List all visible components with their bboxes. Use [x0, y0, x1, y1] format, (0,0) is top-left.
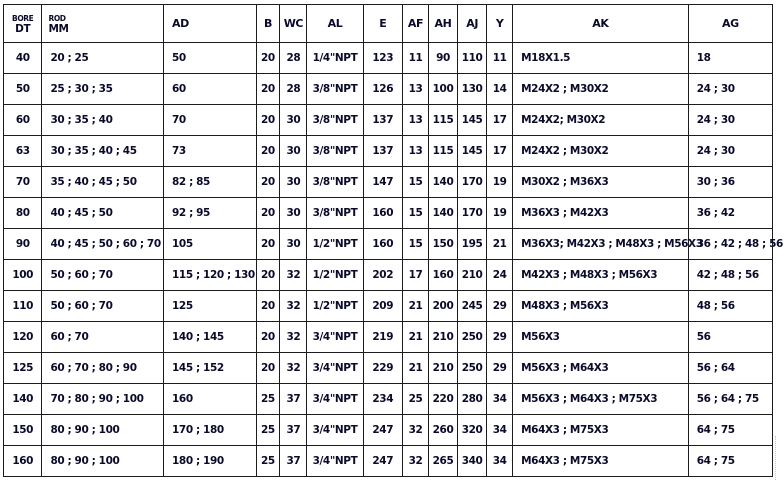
cell-ak: M42X3 ; M48X3 ; M56X3	[513, 260, 689, 291]
cell-aj: 250	[458, 322, 487, 353]
cell-e: 147	[363, 167, 402, 198]
cell-ad: 145 ; 152	[164, 353, 256, 384]
cell-y: 11	[487, 43, 513, 74]
cell-ah: 115	[428, 136, 457, 167]
cell-b: 20	[256, 291, 280, 322]
header-ak: AK	[513, 5, 689, 43]
cell-al: 3/8"NPT	[307, 74, 363, 105]
cell-e: 202	[363, 260, 402, 291]
cell-ad: 105	[164, 229, 256, 260]
cell-ag: 30 ; 36	[688, 167, 772, 198]
cell-aj: 145	[458, 136, 487, 167]
cell-ad: 92 ; 95	[164, 198, 256, 229]
cell-ad: 50	[164, 43, 256, 74]
cell-rod: 40 ; 45 ; 50	[42, 198, 164, 229]
cell-bore: 140	[4, 384, 42, 415]
cell-ag: 56	[688, 322, 772, 353]
cell-ad: 160	[164, 384, 256, 415]
table-row	[4, 384, 773, 415]
cell-rod: 80 ; 90 ; 100	[42, 446, 164, 477]
cell-aj: 250	[458, 353, 487, 384]
cell-wc: 32	[280, 260, 307, 291]
cell-af: 21	[403, 353, 429, 384]
cell-wc: 30	[280, 105, 307, 136]
cell-aj: 210	[458, 260, 487, 291]
cell-af: 15	[403, 198, 429, 229]
cell-y: 29	[487, 322, 513, 353]
cell-al: 3/4"NPT	[307, 446, 363, 477]
cell-rod: 70 ; 80 ; 90 ; 100	[42, 384, 164, 415]
cell-bore: 160	[4, 446, 42, 477]
cell-y: 21	[487, 229, 513, 260]
cell-af: 32	[403, 446, 429, 477]
table-row	[4, 198, 773, 229]
header-ag: AG	[688, 5, 772, 43]
cell-bore: 70	[4, 167, 42, 198]
cell-ak: M48X3 ; M56X3	[513, 291, 689, 322]
cell-ak: M56X3	[513, 322, 689, 353]
cell-y: 34	[487, 446, 513, 477]
cell-ad: 115 ; 120 ; 130	[164, 260, 256, 291]
cell-ad: 60	[164, 74, 256, 105]
cell-y: 29	[487, 353, 513, 384]
cell-wc: 37	[280, 415, 307, 446]
cell-al: 3/8"NPT	[307, 167, 363, 198]
cell-ah: 140	[428, 167, 457, 198]
cell-b: 25	[256, 384, 280, 415]
cell-ah: 265	[428, 446, 457, 477]
cell-wc: 37	[280, 446, 307, 477]
cell-ag: 24 ; 30	[688, 136, 772, 167]
cell-rod: 25 ; 30 ; 35	[42, 74, 164, 105]
cell-y: 34	[487, 415, 513, 446]
cell-aj: 245	[458, 291, 487, 322]
cell-rod: 50 ; 60 ; 70	[42, 291, 164, 322]
cell-rod: 30 ; 35 ; 40 ; 45	[42, 136, 164, 167]
cell-aj: 320	[458, 415, 487, 446]
cell-ag: 42 ; 48 ; 56	[688, 260, 772, 291]
cell-ad: 140 ; 145	[164, 322, 256, 353]
cell-bore: 63	[4, 136, 42, 167]
cell-af: 21	[403, 322, 429, 353]
cell-ak: M36X3 ; M42X3	[513, 198, 689, 229]
cell-ad: 125	[164, 291, 256, 322]
cell-aj: 280	[458, 384, 487, 415]
cell-ah: 220	[428, 384, 457, 415]
cell-y: 34	[487, 384, 513, 415]
cell-aj: 170	[458, 167, 487, 198]
cell-ak: M56X3 ; M64X3	[513, 353, 689, 384]
cell-bore: 125	[4, 353, 42, 384]
cell-af: 32	[403, 415, 429, 446]
cell-aj: 130	[458, 74, 487, 105]
cell-af: 15	[403, 167, 429, 198]
cell-al: 3/4"NPT	[307, 353, 363, 384]
header-rod: ROD MM	[42, 5, 164, 43]
cell-af: 11	[403, 43, 429, 74]
cell-rod: 60 ; 70 ; 80 ; 90	[42, 353, 164, 384]
cell-ak: M56X3 ; M64X3 ; M75X3	[513, 384, 689, 415]
cell-ag: 24 ; 30	[688, 105, 772, 136]
header-af: AF	[403, 5, 429, 43]
table-row	[4, 322, 773, 353]
cell-e: 137	[363, 136, 402, 167]
cell-al: 3/8"NPT	[307, 105, 363, 136]
cell-bore: 50	[4, 74, 42, 105]
cell-al: 3/8"NPT	[307, 198, 363, 229]
cell-wc: 30	[280, 167, 307, 198]
cell-bore: 110	[4, 291, 42, 322]
cell-b: 25	[256, 415, 280, 446]
cell-bore: 40	[4, 43, 42, 74]
cell-wc: 28	[280, 43, 307, 74]
header-wc: WC	[280, 5, 307, 43]
cell-ah: 260	[428, 415, 457, 446]
cell-ag: 36 ; 42	[688, 198, 772, 229]
table-row	[4, 105, 773, 136]
table-row	[4, 446, 773, 477]
header-bore: BORE DT	[4, 5, 42, 43]
cell-b: 20	[256, 260, 280, 291]
cell-rod: 40 ; 45 ; 50 ; 60 ; 70	[42, 229, 164, 260]
cell-ah: 200	[428, 291, 457, 322]
cell-wc: 30	[280, 136, 307, 167]
cell-ak: M64X3 ; M75X3	[513, 415, 689, 446]
cell-ag: 64 ; 75	[688, 415, 772, 446]
cell-y: 17	[487, 105, 513, 136]
cell-ag: 48 ; 56	[688, 291, 772, 322]
table-row	[4, 43, 773, 74]
cell-b: 20	[256, 198, 280, 229]
cell-al: 1/2"NPT	[307, 291, 363, 322]
cell-ak: M64X3 ; M75X3	[513, 446, 689, 477]
cell-ah: 115	[428, 105, 457, 136]
cell-b: 25	[256, 446, 280, 477]
header-ad: AD	[164, 5, 256, 43]
cell-ak: M24X2 ; M30X2	[513, 74, 689, 105]
cell-aj: 110	[458, 43, 487, 74]
table-row	[4, 167, 773, 198]
cell-b: 20	[256, 136, 280, 167]
cell-e: 126	[363, 74, 402, 105]
cell-al: 1/2"NPT	[307, 229, 363, 260]
cell-af: 21	[403, 291, 429, 322]
cell-bore: 100	[4, 260, 42, 291]
cell-b: 20	[256, 353, 280, 384]
cell-aj: 195	[458, 229, 487, 260]
cell-e: 160	[363, 198, 402, 229]
header-b: B	[256, 5, 280, 43]
cell-af: 13	[403, 105, 429, 136]
cell-ah: 90	[428, 43, 457, 74]
cell-ah: 100	[428, 74, 457, 105]
cell-e: 137	[363, 105, 402, 136]
table-row	[4, 260, 773, 291]
header-row	[4, 5, 773, 43]
cell-ak: M30X2 ; M36X3	[513, 167, 689, 198]
cell-wc: 32	[280, 291, 307, 322]
cell-ag: 56 ; 64	[688, 353, 772, 384]
cell-rod: 60 ; 70	[42, 322, 164, 353]
cell-wc: 30	[280, 229, 307, 260]
table-row	[4, 74, 773, 105]
scan-edge-mark	[775, 436, 782, 480]
cell-af: 15	[403, 229, 429, 260]
cell-al: 3/4"NPT	[307, 322, 363, 353]
cell-bore: 120	[4, 322, 42, 353]
table-row	[4, 291, 773, 322]
cell-y: 17	[487, 136, 513, 167]
cell-b: 20	[256, 229, 280, 260]
cell-al: 3/4"NPT	[307, 415, 363, 446]
cell-e: 123	[363, 43, 402, 74]
cell-bore: 150	[4, 415, 42, 446]
cell-ah: 210	[428, 353, 457, 384]
cell-e: 160	[363, 229, 402, 260]
table-row	[4, 353, 773, 384]
cell-ak: M18X1.5	[513, 43, 689, 74]
cell-y: 14	[487, 74, 513, 105]
cell-ah: 160	[428, 260, 457, 291]
cell-ah: 150	[428, 229, 457, 260]
header-ah: AH	[428, 5, 457, 43]
table-body	[4, 43, 783, 477]
cell-ak: M24X2; M30X2	[513, 105, 689, 136]
cell-ak: M24X2 ; M30X2	[513, 136, 689, 167]
cell-b: 20	[256, 322, 280, 353]
cell-aj: 170	[458, 198, 487, 229]
cell-e: 219	[363, 322, 402, 353]
cell-ad: 70	[164, 105, 256, 136]
cell-b: 20	[256, 105, 280, 136]
cell-ad: 170 ; 180	[164, 415, 256, 446]
cell-ah: 140	[428, 198, 457, 229]
cell-y: 24	[487, 260, 513, 291]
cell-e: 209	[363, 291, 402, 322]
table-row	[4, 229, 773, 260]
cell-wc: 28	[280, 74, 307, 105]
cell-bore: 90	[4, 229, 42, 260]
cell-e: 234	[363, 384, 402, 415]
cell-ag: 64 ; 75	[688, 446, 772, 477]
cell-af: 25	[403, 384, 429, 415]
cell-e: 229	[363, 353, 402, 384]
cell-e: 247	[363, 446, 402, 477]
cell-af: 13	[403, 136, 429, 167]
cell-ak: M36X3; M42X3 ; M48X3 ; M56X3	[513, 229, 689, 260]
cell-y: 29	[487, 291, 513, 322]
cell-wc: 32	[280, 322, 307, 353]
header-e: E	[363, 5, 402, 43]
cell-rod: 80 ; 90 ; 100	[42, 415, 164, 446]
cell-ag: 18	[688, 43, 772, 74]
cell-al: 3/4"NPT	[307, 384, 363, 415]
cell-b: 20	[256, 43, 280, 74]
cell-wc: 37	[280, 384, 307, 415]
cell-ad: 180 ; 190	[164, 446, 256, 477]
header-y: Y	[487, 5, 513, 43]
cell-ah: 210	[428, 322, 457, 353]
cell-wc: 30	[280, 198, 307, 229]
cell-af: 13	[403, 74, 429, 105]
table-row	[4, 136, 773, 167]
cell-aj: 340	[458, 446, 487, 477]
cell-af: 17	[403, 260, 429, 291]
cell-rod: 50 ; 60 ; 70	[42, 260, 164, 291]
cell-e: 247	[363, 415, 402, 446]
cell-ag: 36 ; 42 ; 48 ; 56	[688, 229, 772, 260]
header-al: AL	[307, 5, 363, 43]
cell-b: 20	[256, 167, 280, 198]
cell-rod: 20 ; 25	[42, 43, 164, 74]
dimension-table	[3, 4, 783, 477]
cell-al: 1/2"NPT	[307, 260, 363, 291]
cell-wc: 32	[280, 353, 307, 384]
cell-b: 20	[256, 74, 280, 105]
cell-ad: 73	[164, 136, 256, 167]
cell-rod: 35 ; 40 ; 45 ; 50	[42, 167, 164, 198]
header-aj: AJ	[458, 5, 487, 43]
cell-y: 19	[487, 198, 513, 229]
cell-y: 19	[487, 167, 513, 198]
cell-al: 3/8"NPT	[307, 136, 363, 167]
cell-ag: 56 ; 64 ; 75	[688, 384, 772, 415]
cell-bore: 60	[4, 105, 42, 136]
cell-al: 1/4"NPT	[307, 43, 363, 74]
cell-bore: 80	[4, 198, 42, 229]
cell-ag: 24 ; 30	[688, 74, 772, 105]
cell-aj: 145	[458, 105, 487, 136]
table-row	[4, 415, 773, 446]
cell-rod: 30 ; 35 ; 40	[42, 105, 164, 136]
cell-ad: 82 ; 85	[164, 167, 256, 198]
